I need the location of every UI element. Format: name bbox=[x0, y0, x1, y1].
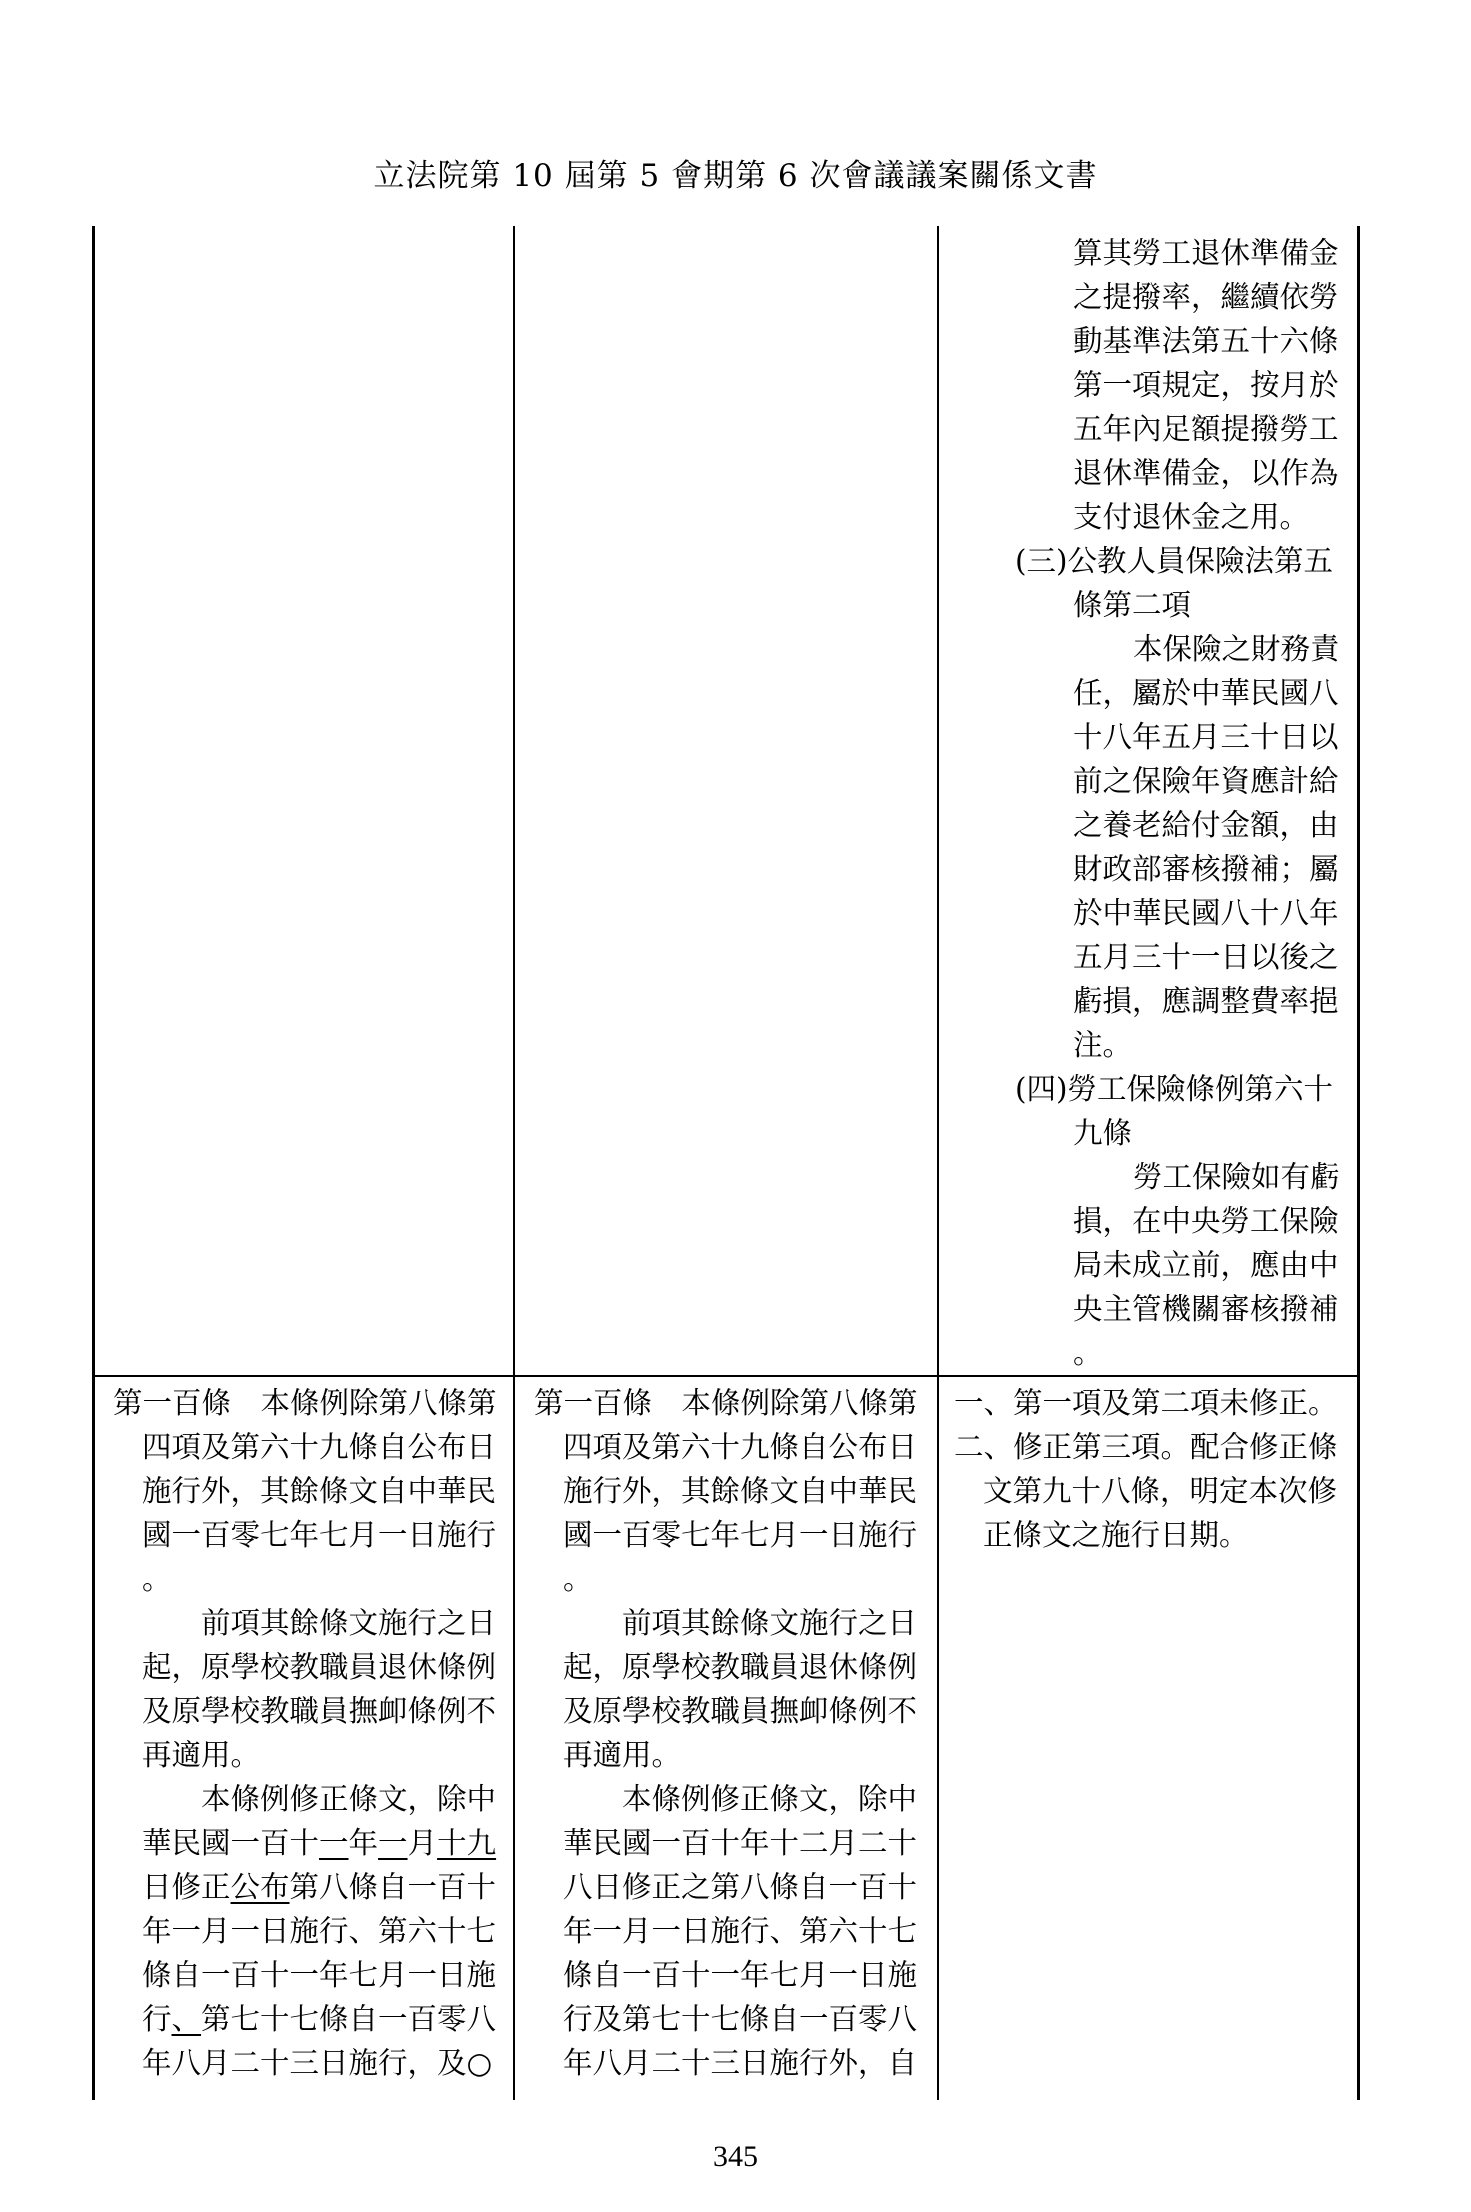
text-line: 本條例修正條文，除中 bbox=[201, 1782, 497, 1816]
text-line: 損，在中央勞工保險 bbox=[1073, 1204, 1339, 1238]
text-line: 年八月二十三日施行外，自 bbox=[563, 2046, 918, 2080]
text-line: 文第九十八條，明定本次修 bbox=[983, 1474, 1338, 1508]
text-line: 。 bbox=[563, 1562, 593, 1596]
text-line: 四項及第六十九條自公布日 bbox=[142, 1430, 497, 1464]
column-divider-1 bbox=[513, 226, 515, 2100]
text-line: 本條例修正條文，除中 bbox=[622, 1782, 918, 1816]
text-line: 條自一百十一年七月一日施 bbox=[142, 1958, 497, 1992]
text-line: 國一百零七年七月一日施行 bbox=[563, 1518, 918, 1552]
text-line: 國一百零七年七月一日施行 bbox=[142, 1518, 497, 1552]
text-line: 施行外，其餘條文自中華民 bbox=[142, 1474, 497, 1508]
table-right-border bbox=[1357, 226, 1360, 2100]
text-line: 五年內足額提撥勞工 bbox=[1073, 412, 1339, 446]
text-line: 本保險之財務責 bbox=[1133, 632, 1340, 666]
text-line: 第一項規定，按月於 bbox=[1073, 368, 1339, 402]
text-line: 二、修正第三項。配合修正條 bbox=[954, 1430, 1338, 1464]
text-line: (四)勞工保險條例第六十 bbox=[1015, 1072, 1334, 1106]
text-line: 年一月一日施行、第六十七 bbox=[142, 1914, 497, 1948]
text-line: 前項其餘條文施行之日 bbox=[622, 1606, 918, 1640]
text-line: 一、第一項及第二項未修正。 bbox=[954, 1386, 1338, 1420]
text-line: 於中華民國八十八年 bbox=[1073, 896, 1339, 930]
text-line: 及原學校教職員撫卹條例不 bbox=[142, 1694, 497, 1728]
text-line: 再適用。 bbox=[563, 1738, 682, 1772]
row-divider bbox=[92, 1375, 1360, 1377]
text-line-amended bbox=[142, 1823, 496, 1863]
text-line: 起，原學校教職員退休條例 bbox=[142, 1650, 497, 1684]
text-line: 十八年五月三十日以 bbox=[1073, 720, 1339, 754]
column-divider-2 bbox=[937, 226, 939, 2100]
text-segment: 行、第七十七條自一百零八 bbox=[142, 2002, 497, 2036]
page-number: 345 bbox=[713, 2140, 758, 2173]
text-line-amended bbox=[142, 2043, 492, 2083]
text-line: 任，屬於中華民國八 bbox=[1073, 676, 1339, 710]
text-line: 。 bbox=[142, 1562, 172, 1596]
document-header: 立法院第 10 屆第 5 會期第 6 次會議議案關係文書 bbox=[373, 158, 1098, 194]
text-line: 施行外，其餘條文自中華民 bbox=[563, 1474, 918, 1508]
text-line: 退休準備金，以作為 bbox=[1073, 456, 1339, 490]
text-segment: 日修正公布第八條自一百十 bbox=[142, 1870, 497, 1904]
text-line: 虧損，應調整費率挹 bbox=[1073, 984, 1339, 1018]
text-line: 第一百條 本條例除第八條第 bbox=[534, 1386, 918, 1420]
text-line: 勞工保險如有虧 bbox=[1133, 1160, 1340, 1194]
text-line: 前項其餘條文施行之日 bbox=[201, 1606, 497, 1640]
text-line-amended bbox=[142, 1867, 496, 1907]
text-line-amended bbox=[142, 1999, 496, 2039]
text-line: 央主管機關審核撥補 bbox=[1073, 1292, 1339, 1326]
text-line: 。 bbox=[1073, 1336, 1103, 1370]
text-line: 年一月一日施行、第六十七 bbox=[563, 1914, 918, 1948]
text-line: 四項及第六十九條自公布日 bbox=[563, 1430, 918, 1464]
text-line: 及原學校教職員撫卹條例不 bbox=[563, 1694, 918, 1728]
text-line: 再適用。 bbox=[142, 1738, 261, 1772]
text-line: 九條 bbox=[1073, 1116, 1133, 1150]
text-line: 之提撥率，繼續依勞 bbox=[1073, 280, 1339, 314]
text-line: 前之保險年資應計給 bbox=[1073, 764, 1339, 798]
text-line: 華民國一百十年十二月二十 bbox=[563, 1826, 918, 1860]
text-line: (三)公教人員保險法第五 bbox=[1015, 544, 1334, 578]
text-line: 起，原學校教職員退休條例 bbox=[563, 1650, 918, 1684]
text-line: 正條文之施行日期。 bbox=[983, 1518, 1249, 1552]
text-line: 支付退休金之用。 bbox=[1073, 500, 1310, 534]
text-line: 條第二項 bbox=[1073, 588, 1192, 622]
text-line: 條自一百十一年七月一日施 bbox=[563, 1958, 918, 1992]
text-line: 行及第七十七條自一百零八 bbox=[563, 2002, 918, 2036]
text-line: 注。 bbox=[1073, 1028, 1133, 1062]
text-line: 五月三十一日以後之 bbox=[1073, 940, 1339, 974]
text-line: 算其勞工退休準備金 bbox=[1073, 236, 1339, 270]
text-segment: 華民國一百十一年一月十九 bbox=[142, 1826, 497, 1860]
text-segment: 年八月二十三日施行，及○ bbox=[142, 2046, 493, 2080]
text-line: 之養老給付金額，由 bbox=[1073, 808, 1339, 842]
text-line: 動基準法第五十六條 bbox=[1073, 324, 1339, 358]
text-line: 第一百條 本條例除第八條第 bbox=[113, 1386, 497, 1420]
text-line: 財政部審核撥補；屬 bbox=[1073, 852, 1339, 886]
text-line: 局未成立前，應由中 bbox=[1073, 1248, 1339, 1282]
table-left-border bbox=[92, 226, 95, 2100]
text-line: 八日修正之第八條自一百十 bbox=[563, 1870, 918, 1904]
